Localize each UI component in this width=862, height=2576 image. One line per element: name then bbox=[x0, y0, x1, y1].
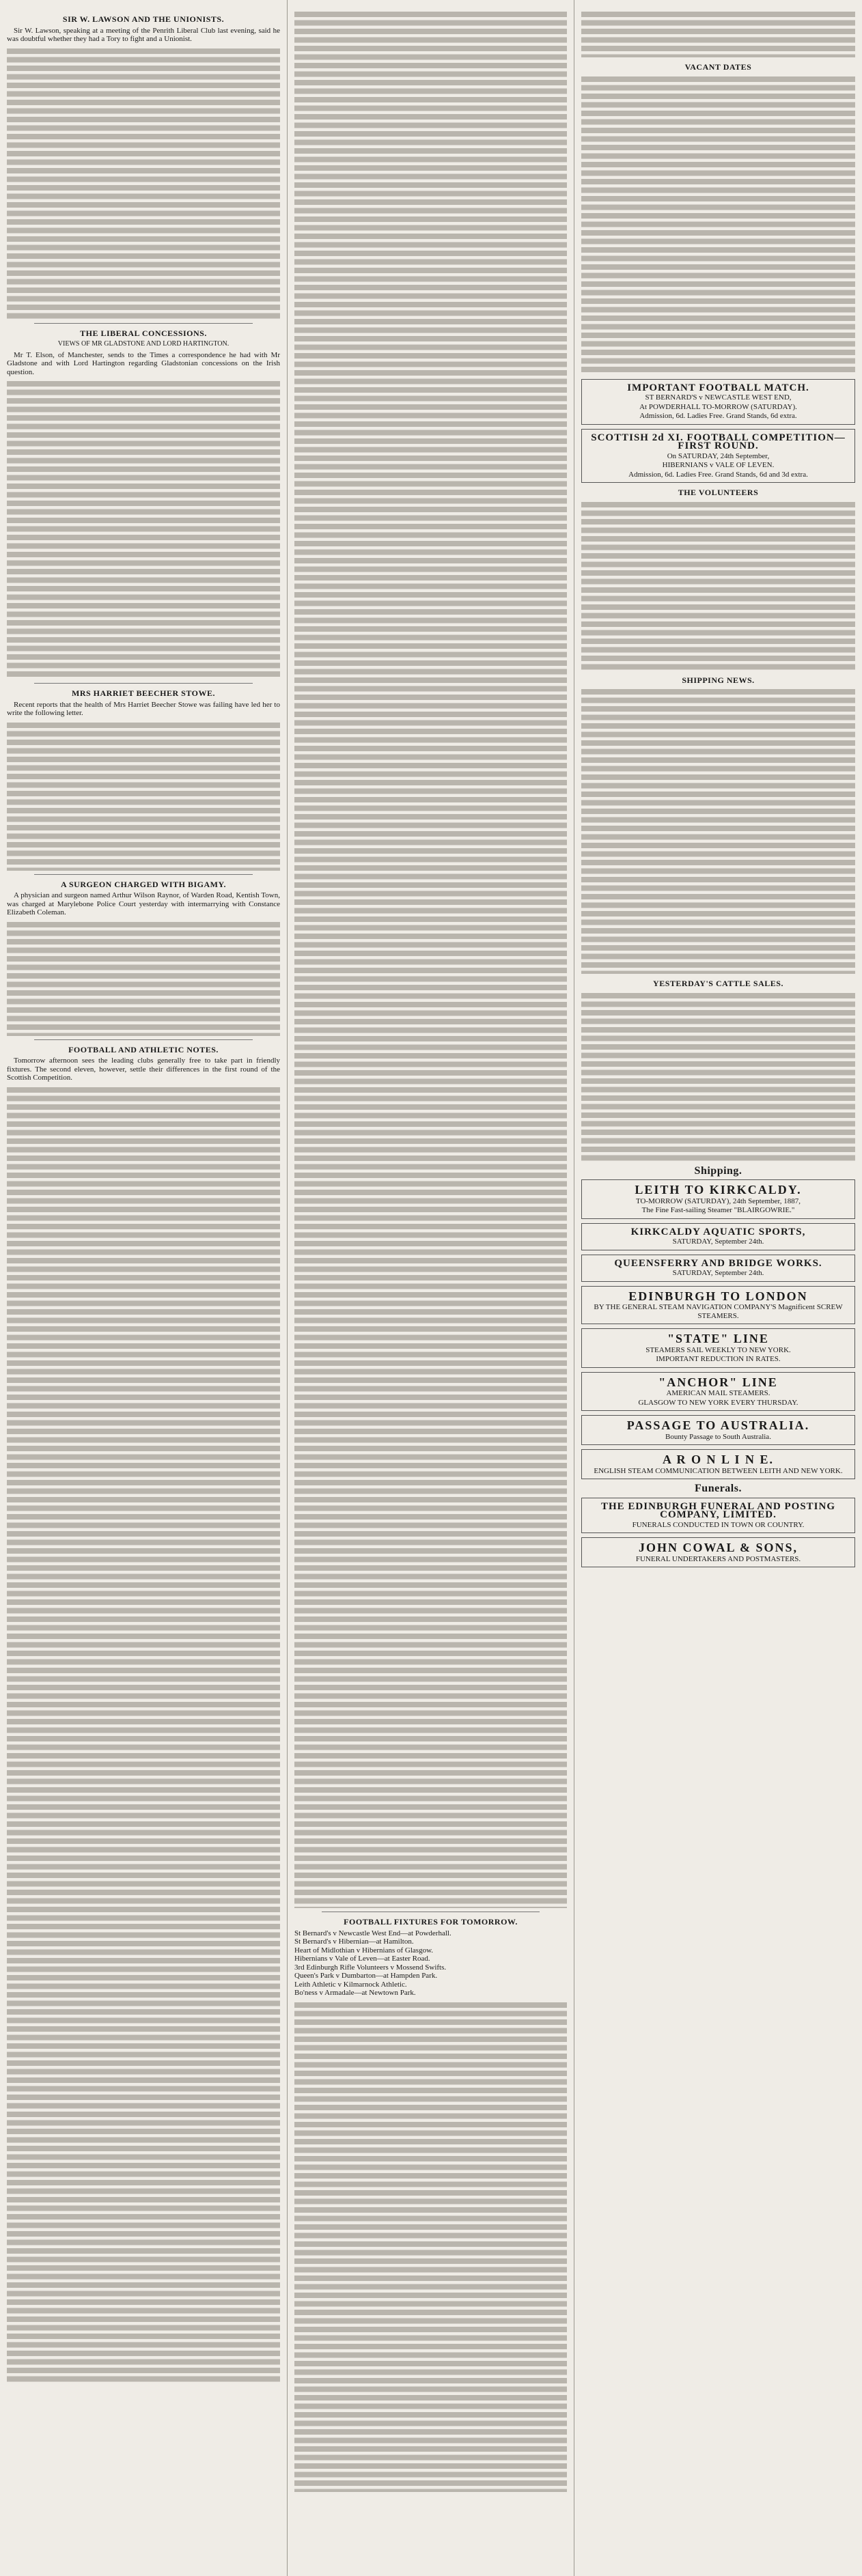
column-right bbox=[574, 0, 862, 2576]
fixture-item: St Bernard's v Newcastle West End—at Powderhall. bbox=[294, 1929, 451, 1937]
divider bbox=[34, 874, 253, 875]
edinburgh-london-ad bbox=[581, 1286, 855, 1325]
fixture-item: Leith Athletic v Kilmarnock Athletic. bbox=[294, 1980, 407, 1989]
edinburgh-london-ad-line: BY THE GENERAL STEAM NAVIGATION COMPANY'S Magnificent SCREW STEAMERS. bbox=[594, 1303, 843, 1320]
australia-passage-ad-line: Bounty Passage to South Australia. bbox=[665, 1432, 771, 1441]
column-left bbox=[0, 0, 287, 2576]
anchor-line-ad-line: AMERICAN MAIL STEAMERS. bbox=[666, 1389, 770, 1397]
kirkcaldy-sports-ad-title: KIRKCALDY AQUATIC SPORTS, bbox=[630, 1226, 806, 1237]
article-body-liberal bbox=[7, 379, 280, 680]
edinburgh-funeral-ad bbox=[581, 1498, 855, 1534]
cattle-sales-body bbox=[581, 991, 855, 1162]
article-body-football bbox=[7, 1085, 280, 2383]
fixture-item: 3rd Edinburgh Rifle Volunteers v Mossend Swifts. bbox=[294, 1963, 447, 1972]
aaron-line-ad-line: ENGLISH STEAM COMMUNICATION BETWEEN LEITH AND NEW YORK. bbox=[594, 1466, 843, 1475]
article-lead-football: Tomorrow afternoon sees the leading clubs generally free to take part in friendly fixtures. The second eleven, however, settle their differences in the first round of the Scottish Competition. bbox=[7, 1056, 280, 1082]
article-lead-stowe: Recent reports that the health of Mrs Harriet Beecher Stowe was failing have led her to write the following letter. bbox=[7, 700, 280, 717]
leith-kirkcaldy-ad-title: LEITH TO KIRKCALDY. bbox=[635, 1183, 802, 1196]
column-middle bbox=[287, 0, 574, 2576]
divider bbox=[34, 1039, 253, 1040]
edinburgh-london-ad-title: EDINBURGH TO LONDON bbox=[628, 1289, 808, 1303]
aaron-line-ad bbox=[581, 1449, 855, 1479]
football-match-ad-title: IMPORTANT FOOTBALL MATCH. bbox=[627, 382, 809, 393]
queensferry-ad-line: SATURDAY, September 24th. bbox=[672, 1269, 764, 1277]
state-line-ad bbox=[581, 1328, 855, 1368]
aaron-line-ad-title: A R O N L I N E. bbox=[662, 1453, 775, 1466]
fixtures-list-more bbox=[294, 2000, 567, 2492]
cowal-funeral-ad bbox=[581, 1537, 855, 1567]
article-title-stowe: MRS HARRIET BEECHER STOWE. bbox=[72, 688, 215, 698]
article-body-lawson bbox=[7, 46, 280, 320]
leith-kirkcaldy-ad-line: TO-MORROW (SATURDAY), 24th September, 1887, bbox=[635, 1196, 801, 1205]
kirkcaldy-sports-ad-line: SATURDAY, September 24th. bbox=[672, 1237, 764, 1246]
funerals-title: Funerals. bbox=[695, 1483, 742, 1494]
divider bbox=[34, 323, 253, 324]
australia-passage-ad bbox=[581, 1415, 855, 1445]
state-line-ad-line: STEAMERS SAIL WEEKLY TO NEW YORK. bbox=[645, 1345, 791, 1354]
vacant-dates-list bbox=[581, 74, 855, 375]
article-lead-bigamy: A physician and surgeon named Arthur Wilson Raynor, of Warden Road, Kentish Town, was charged at Marylebone Police Court yesterday with intermarrying with Constance Elizabeth Coleman. bbox=[7, 891, 280, 916]
cowal-funeral-ad-line: FUNERAL UNDERTAKERS AND POSTMASTERS. bbox=[635, 1554, 801, 1563]
queensferry-ad-title: QUEENSFERRY AND BRIDGE WORKS. bbox=[614, 1257, 822, 1269]
shipping-ads-title: Shipping. bbox=[694, 1164, 742, 1177]
queensferry-ad bbox=[581, 1255, 855, 1282]
article-subtitle-liberal: VIEWS OF MR GLADSTONE AND LORD HARTINGTON. bbox=[57, 340, 230, 348]
fixtures-continued bbox=[581, 10, 855, 57]
volunteers-body bbox=[581, 500, 855, 671]
anchor-line-ad-title: "ANCHOR" LINE bbox=[658, 1375, 778, 1389]
divider bbox=[34, 683, 253, 684]
football-match-ad-line: ST BERNARD'S v NEWCASTLE WEST END, bbox=[645, 393, 792, 402]
football-match-ad-line: At POWDERHALL TO-MORROW (SATURDAY). bbox=[639, 402, 797, 411]
article-lead-lawson: Sir W. Lawson, speaking at a meeting of the Penrith Liberal Club last evening, said he was doubtful whether they had a Tory to fight and a Unionist. bbox=[7, 26, 280, 43]
anchor-line-ad-line: GLASGOW TO NEW YORK EVERY THURSDAY. bbox=[638, 1398, 798, 1407]
kirkcaldy-sports-ad bbox=[581, 1223, 855, 1250]
shipping-news-title: SHIPPING NEWS. bbox=[682, 675, 755, 685]
leith-kirkcaldy-ad bbox=[581, 1179, 855, 1219]
cowal-funeral-ad-title: JOHN COWAL & SONS, bbox=[638, 1541, 798, 1554]
edinburgh-funeral-ad-title: THE EDINBURGH FUNERAL AND POSTING COMPANY, LIMITED. bbox=[600, 1500, 836, 1520]
article-title-football: FOOTBALL AND ATHLETIC NOTES. bbox=[68, 1044, 219, 1054]
leith-kirkcaldy-ad-line: The Fine Fast-sailing Steamer "BLAIRGOWRIE." bbox=[641, 1206, 795, 1214]
scottish-competition-ad-line: Admission, 6d. Ladies Free. Grand Stands, 6d and 3d extra. bbox=[628, 470, 808, 479]
shipping-news-body bbox=[581, 687, 855, 974]
vacant-dates-title: VACANT DATES bbox=[684, 62, 752, 72]
article-lead-liberal: Mr T. Elson, of Manchester, sends to the Times a correspondence he had with Mr Gladstone and with Lord Hartington regarding Gladstonian concessions on the Irish question. bbox=[7, 350, 280, 376]
article-title-bigamy: A SURGEON CHARGED WITH BIGAMY. bbox=[60, 879, 227, 889]
fixtures-list bbox=[294, 1929, 567, 1998]
fixture-item: Bo'ness v Armadale—at Newtown Park. bbox=[294, 1989, 416, 1997]
volunteers-title: THE VOLUNTEERS bbox=[678, 488, 759, 497]
football-match-ad-line: Admission, 6d. Ladies Free. Grand Stands, 6d extra. bbox=[639, 412, 797, 420]
fixture-item: Queen's Park v Dumbarton—at Hampden Park. bbox=[294, 1972, 438, 1980]
article-body-stowe bbox=[7, 720, 280, 871]
football-notes-continued bbox=[294, 10, 567, 1908]
scottish-competition-ad bbox=[581, 429, 855, 484]
fixture-item: Heart of Midlothian v Hibernians of Glasgow. bbox=[294, 1946, 434, 1955]
edinburgh-funeral-ad-line: FUNERALS CONDUCTED IN TOWN OR COUNTRY. bbox=[632, 1520, 805, 1529]
article-title-lawson: SIR W. LAWSON AND THE UNIONISTS. bbox=[62, 14, 225, 24]
anchor-line-ad bbox=[581, 1372, 855, 1412]
australia-passage-ad-title: PASSAGE TO AUSTRALIA. bbox=[626, 1418, 810, 1432]
article-title-liberal: THE LIBERAL CONCESSIONS. bbox=[80, 328, 207, 338]
cattle-sales-title: YESTERDAY'S CATTLE SALES. bbox=[653, 979, 783, 988]
state-line-ad-line: IMPORTANT REDUCTION IN RATES. bbox=[656, 1355, 781, 1363]
scottish-competition-ad-title: SCOTTISH 2d XI. FOOTBALL COMPETITION—FIRST ROUND. bbox=[591, 432, 846, 451]
scottish-competition-ad-line: On SATURDAY, 24th September, bbox=[667, 451, 770, 460]
fixture-item: St Bernard's v Hibernian—at Hamilton. bbox=[294, 1937, 414, 1946]
state-line-ad-title: "STATE" LINE bbox=[667, 1332, 769, 1345]
football-match-ad bbox=[581, 379, 855, 425]
scottish-competition-ad-line: HIBERNIANS v VALE OF LEVEN. bbox=[662, 461, 775, 469]
fixtures-title: FOOTBALL FIXTURES FOR TOMORROW. bbox=[344, 1917, 518, 1927]
fixture-item: Hibernians v Vale of Leven—at Easter Road. bbox=[294, 1955, 430, 1963]
article-body-bigamy bbox=[7, 920, 280, 1036]
